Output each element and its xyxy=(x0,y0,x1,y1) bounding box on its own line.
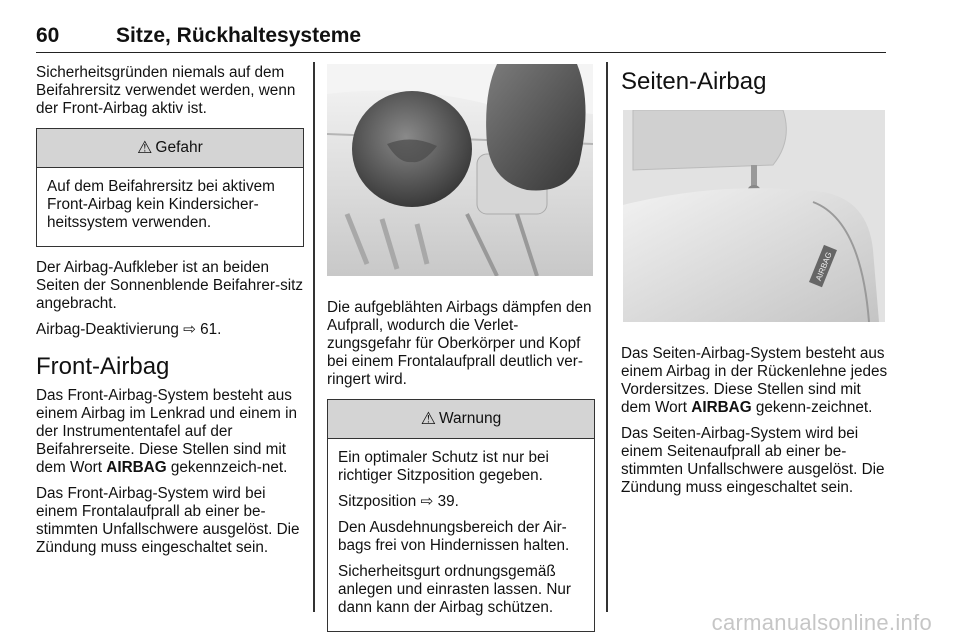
page-ref-arrow-icon: ⇨ xyxy=(420,493,434,510)
intro-paragraph: Sicherheitsgründen niemals auf dem Beifahrersitz verwendet werden, wenn der Front-Airbag aktiv ist. xyxy=(36,64,296,117)
section-title-side-airbag: Seiten-Airbag xyxy=(621,68,767,95)
warning-text-3: Den Ausdehnungsbereich der Air-bags frei von Hindernissen halten. xyxy=(338,519,570,554)
warning-title: Warnung xyxy=(438,410,502,427)
front-airbag-paragraph-1: Das Front-Airbag-System besteht aus einem Airbag im Lenkrad und einem in der Instrumententafel auf der Beifahrerseite. Diese Stellen sind mit dem Wort AIRBAG gekennzeich-net. xyxy=(36,387,298,476)
column-1 xyxy=(36,64,304,565)
warning-box xyxy=(327,399,595,632)
section-title-front-airbag: Front-Airbag xyxy=(36,353,170,380)
warning-text-1: Ein optimaler Schutz ist nur bei richtiger Sitzposition gegeben. xyxy=(338,449,549,484)
watermark: carmanualsonline.info xyxy=(711,610,932,635)
seat-position-reference[interactable]: Sitzposition ⇨ 39. xyxy=(338,493,459,510)
seat-airbag-label: AIRBAG xyxy=(814,250,834,283)
deactivation-reference[interactable]: Airbag-Deaktivierung ⇨ 61. xyxy=(36,321,222,338)
danger-box-header xyxy=(37,129,303,168)
danger-title: Gefahr xyxy=(155,139,203,156)
page-ref-arrow-icon: ⇨ xyxy=(183,321,196,338)
column-2 xyxy=(327,64,595,644)
side-airbag-paragraph-2: Das Seiten-Airbag-System wird bei einem Seitenaufprall ab einer be-stimmten Unfallschwere ausgelöst. Die Zündung muss eingeschaltet sein. xyxy=(621,425,885,496)
page-ref-number[interactable]: 39. xyxy=(437,493,459,510)
side-airbag-paragraph-1: Das Seiten-Airbag-System besteht aus einem Airbag in der Rückenlehne jedes Vordersitzes. Diese Stellen sind mit dem Wort AIRBAG gekenn-zeichnet. xyxy=(621,345,888,416)
column-3 xyxy=(621,64,889,505)
warning-box-header xyxy=(328,400,594,439)
warning-triangle-icon: ⚠ xyxy=(420,409,436,428)
page-header xyxy=(36,24,886,53)
illustration-caption: Die aufgeblähten Airbags dämpfen den Aufprall, wodurch die Verlet-zungsgefahr für Oberkörper und Kopf bei einem Frontalaufprall deutlich ver-ringert wird. xyxy=(327,299,592,388)
page-number: 60 xyxy=(36,24,60,47)
front-airbag-paragraph-2: Das Front-Airbag-System wird bei einem Frontalaufprall ab einer be-stimmten Unfallschwere ausgelöst. Die Zündung muss eingeschaltet sein. xyxy=(36,485,300,556)
side-airbag-seat-illustration xyxy=(621,110,887,322)
front-airbag-illustration xyxy=(327,64,593,276)
chapter-title: Sitze, Rückhaltesysteme xyxy=(116,24,362,47)
warning-text-4: Sicherheitsgurt ordnungsgemäß anlegen und einrasten lassen. Nur dann kann der Airbag schützen. xyxy=(338,563,572,616)
column-divider-1 xyxy=(313,62,315,612)
sticker-paragraph: Der Airbag-Aufkleber ist an beiden Seiten der Sonnenblende Beifahrer-sitz angebracht. xyxy=(36,259,304,312)
danger-text: Auf dem Beifahrersitz bei aktivem Front-Airbag kein Kindersicher-heitssystem verwenden. xyxy=(47,178,275,231)
warning-triangle-icon: ⚠ xyxy=(137,138,153,157)
column-divider-2 xyxy=(606,62,608,612)
danger-box xyxy=(36,128,304,247)
page-ref-number[interactable]: 61. xyxy=(200,321,222,338)
